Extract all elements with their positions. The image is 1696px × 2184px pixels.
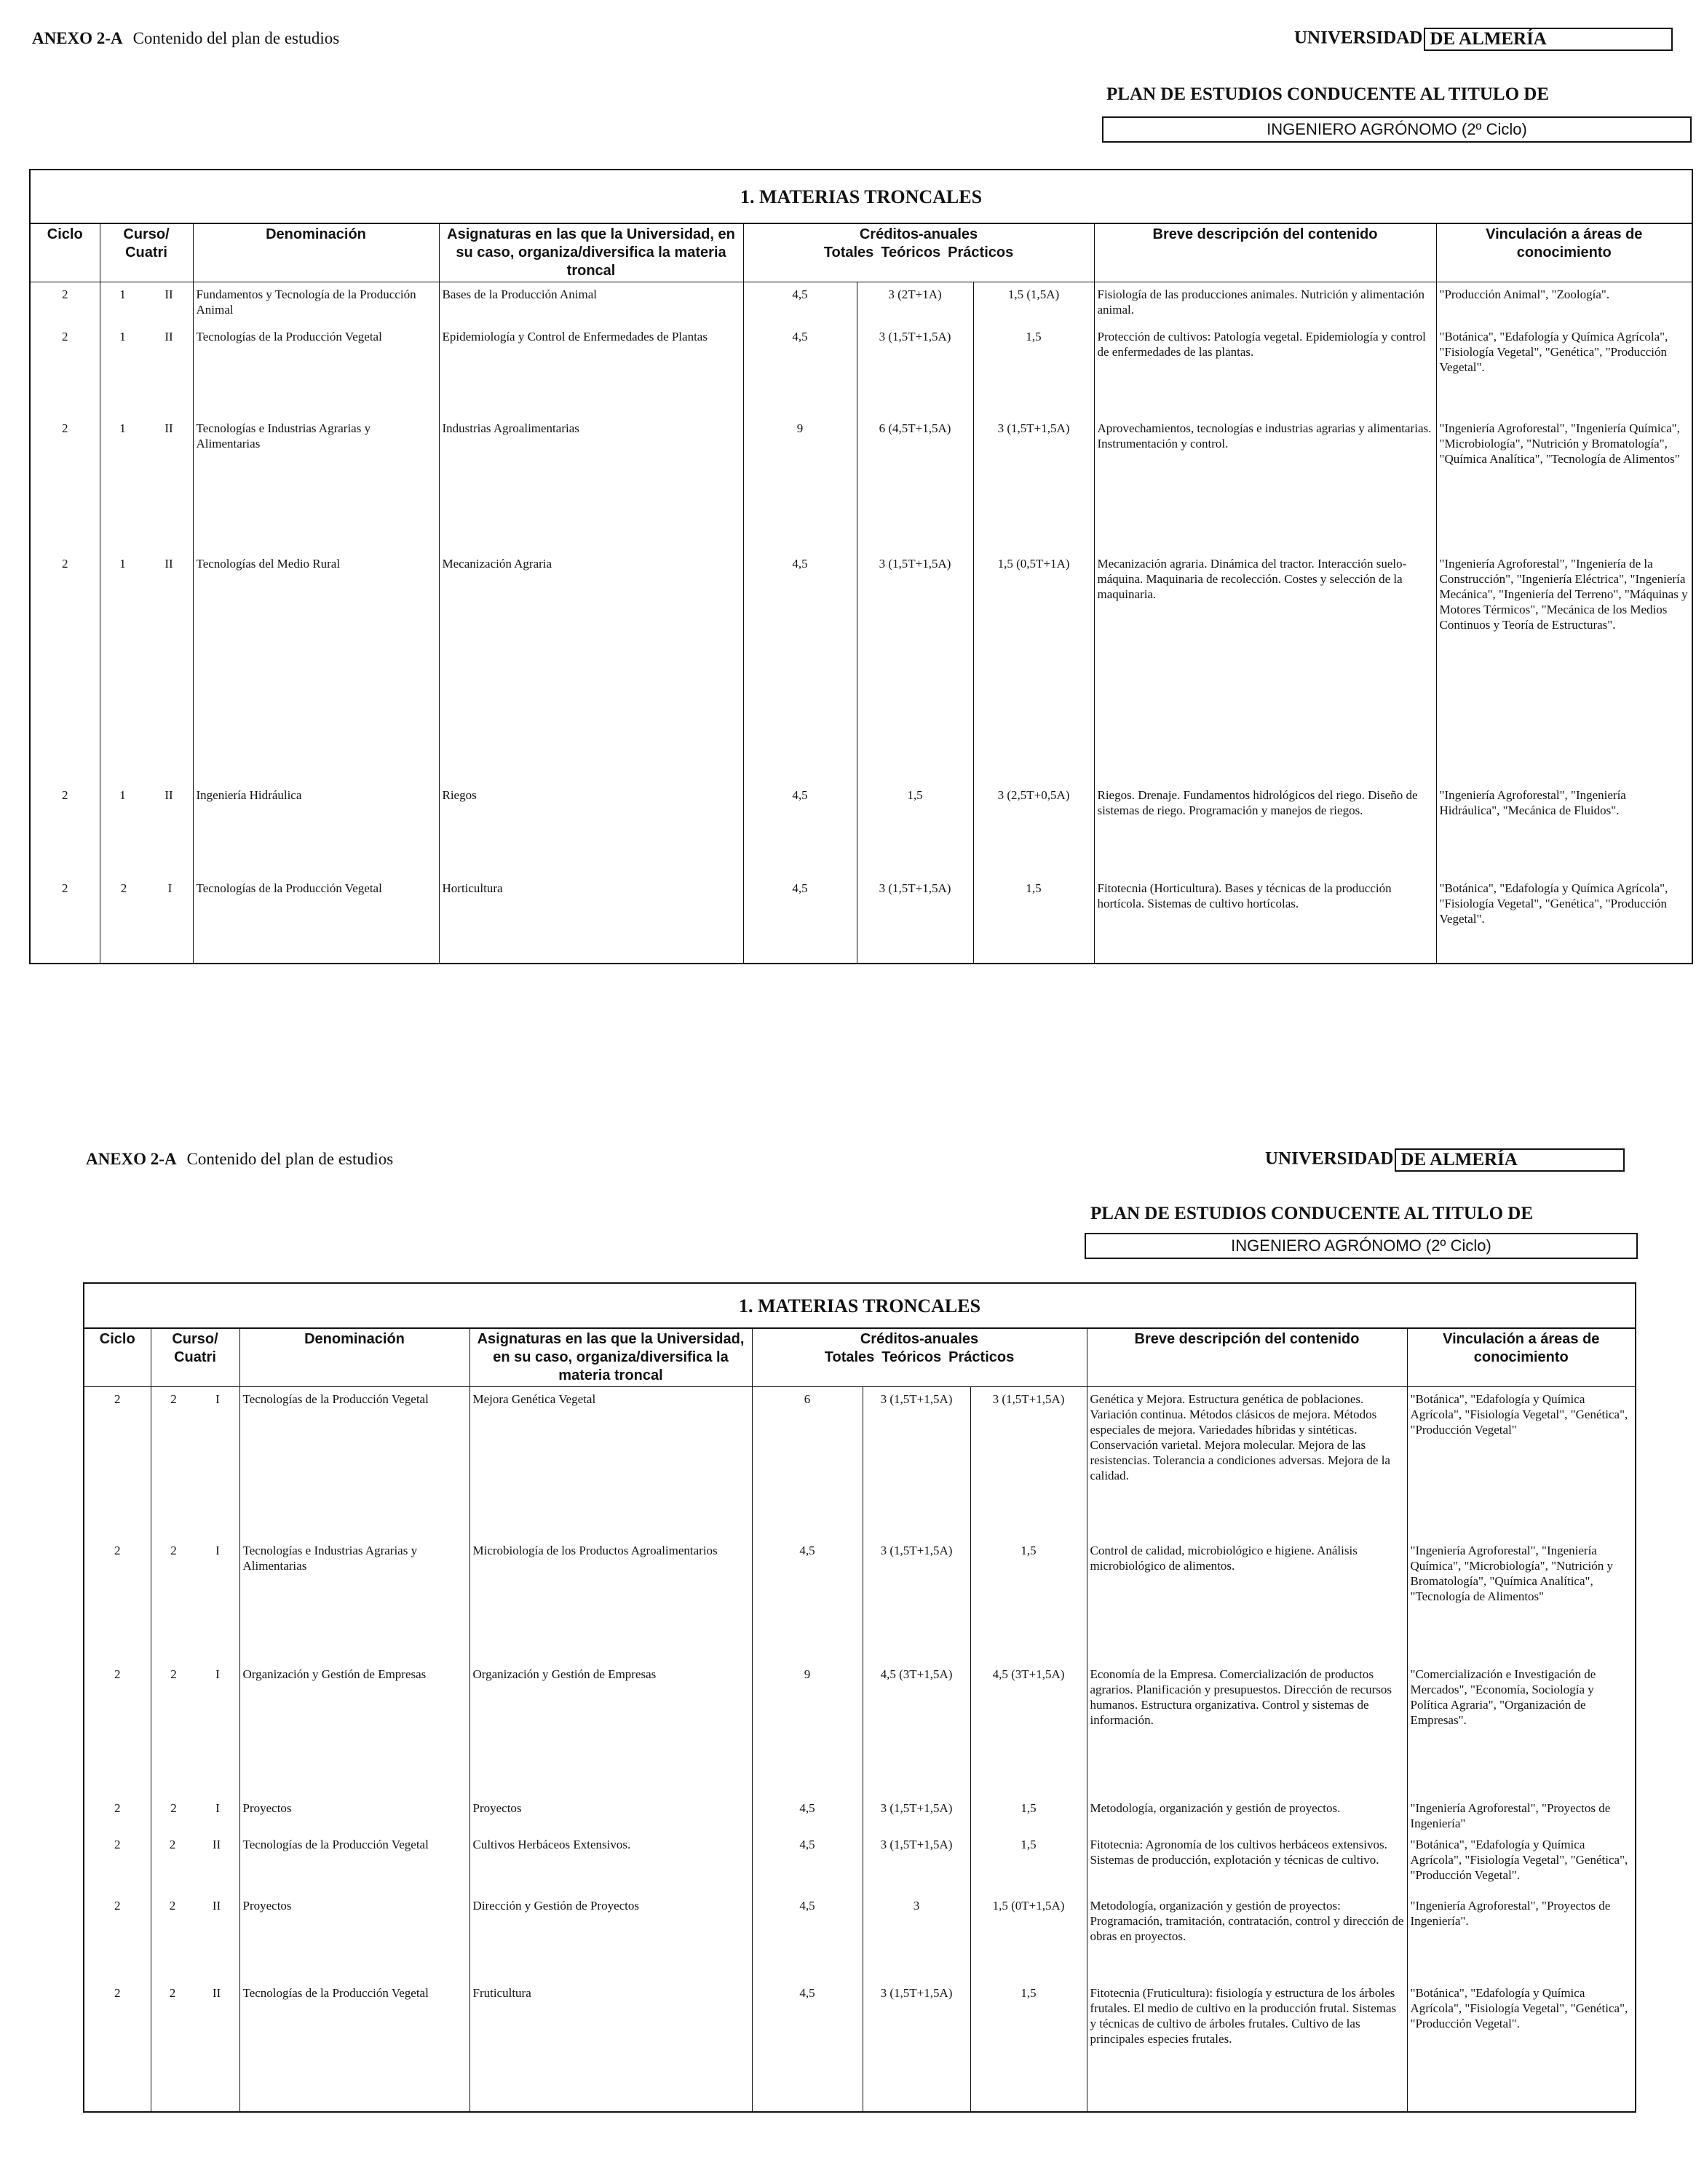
cell-cuatrimestre: I — [215, 1667, 220, 1681]
cell-curso-year: 2 — [170, 1543, 177, 1557]
cell-curso — [151, 1538, 239, 1662]
annex-header — [32, 29, 339, 48]
cell-curso — [100, 783, 193, 876]
cell-ciclo: 2 — [30, 783, 100, 876]
cell-curso-year: 2 — [169, 1898, 176, 1913]
cell-curso — [151, 1796, 239, 1832]
cell-curso-year: 2 — [170, 1800, 177, 1815]
cell-vinculacion: "Botánica", "Edafología y Química Agrícola", "Fisiología Vegetal", "Genética", "Producción Vegetal". — [1436, 876, 1692, 964]
cell-totales: 4,5 — [752, 1894, 863, 1981]
cell-teoricos: 3 — [863, 1894, 970, 1981]
cell-practicos: 1,5 — [970, 1538, 1087, 1662]
cell-denominacion: Ingeniería Hidráulica — [193, 783, 439, 876]
table-row — [84, 1387, 1636, 1538]
cell-descripcion: Genética y Mejora. Estructura genética de poblaciones. Variación continua. Métodos clásicos de mejora. Métodos especiales de mejora. Variedades híbridas y sintéticas. Conservación varietal. Mejora molecular. Mejora de las resistencias. Tolerancia a condiciones adversas. Mejora de la calidad. — [1087, 1387, 1407, 1538]
cell-totales: 4,5 — [752, 1832, 863, 1894]
cell-curso — [100, 325, 193, 416]
cell-descripcion: Aprovechamientos, tecnologías e industrias agrarias y alimentarias. Instrumentación y control. — [1094, 416, 1436, 552]
cell-descripcion: Control de calidad, microbiológico e higiene. Análisis microbiológico de alimentos. — [1087, 1538, 1407, 1662]
cell-cuatrimestre: II — [165, 556, 173, 571]
cell-practicos: 1,5 (0T+1,5A) — [970, 1894, 1087, 1981]
cell-asignatura: Bases de la Producción Animal — [439, 282, 743, 325]
cell-teoricos: 3 (1,5T+1,5A) — [863, 1387, 970, 1538]
col-totales: Totales — [824, 1349, 875, 1365]
cell-totales: 4,5 — [743, 876, 857, 964]
cell-ciclo: 2 — [84, 1894, 151, 1981]
cell-ciclo: 2 — [30, 325, 100, 416]
cell-practicos: 1,5 (0,5T+1A) — [973, 552, 1094, 783]
university-header — [1265, 1148, 1625, 1172]
cell-teoricos: 6 (4,5T+1,5A) — [857, 416, 973, 552]
cell-curso — [100, 552, 193, 783]
cell-totales: 4,5 — [743, 552, 857, 783]
col-practicos: Prácticos — [948, 1349, 1015, 1365]
cell-teoricos: 3 (1,5T+1,5A) — [857, 325, 973, 416]
cell-curso — [151, 1894, 239, 1981]
cell-descripcion: Economía de la Empresa. Comercialización de productos agrarios. Planificación y presupuestos. Dirección de recursos humanos. Estructura organizativa. Control y sistemas de información. — [1087, 1662, 1407, 1796]
cell-ciclo: 2 — [30, 552, 100, 783]
cell-vinculacion: "Ingeniería Agroforestal", "Proyectos de Ingeniería" — [1407, 1796, 1636, 1832]
cell-curso — [151, 1387, 239, 1538]
cell-ciclo: 2 — [84, 1662, 151, 1796]
cell-totales: 4,5 — [752, 1538, 863, 1662]
cell-ciclo: 2 — [84, 1981, 151, 2112]
cell-ciclo: 2 — [30, 416, 100, 552]
cell-cuatrimestre: II — [212, 1837, 221, 1851]
cell-cuatrimestre: I — [215, 1543, 220, 1557]
cell-teoricos: 3 (2T+1A) — [857, 282, 973, 325]
cell-descripcion: Protección de cultivos: Patología vegetal. Epidemiología y control de enfermedades de las plantas. — [1094, 325, 1436, 416]
cell-teoricos: 3 (1,5T+1,5A) — [863, 1981, 970, 2112]
cell-curso-year: 1 — [119, 556, 126, 571]
cell-asignatura: Industrias Agroalimentarias — [439, 416, 743, 552]
cell-totales: 4,5 — [743, 783, 857, 876]
cell-vinculacion: "Ingeniería Agroforestal", "Ingeniería Química", "Microbiología", "Nutrición y Bromatología", "Química Analítica", "Tecnología de Alimentos" — [1407, 1538, 1636, 1662]
table-row — [84, 1894, 1636, 1981]
cell-asignatura: Fruticultura — [469, 1981, 752, 2112]
cell-denominacion: Tecnologías de la Producción Vegetal — [239, 1387, 469, 1538]
table-row — [30, 783, 1692, 876]
plan-title: PLAN DE ESTUDIOS CONDUCENTE AL TITULO DE — [1090, 1204, 1534, 1223]
cell-practicos: 3 (1,5T+1,5A) — [970, 1387, 1087, 1538]
table-row — [84, 1832, 1636, 1894]
cell-cuatrimestre: II — [212, 1985, 221, 2000]
col-asignaturas: Asignaturas en las que la Universidad, en su caso, organiza/diversifica la materia troncal — [439, 223, 743, 282]
cell-ciclo: 2 — [84, 1538, 151, 1662]
col-ciclo: Ciclo — [84, 1328, 151, 1387]
cell-denominacion: Proyectos — [239, 1894, 469, 1981]
cell-vinculacion: "Botánica", "Edafología y Química Agrícola", "Fisiología Vegetal", "Genética", "Producción Vegetal". — [1407, 1832, 1636, 1894]
cell-ciclo: 2 — [84, 1796, 151, 1832]
cell-denominacion: Proyectos — [239, 1796, 469, 1832]
cell-vinculacion: "Botánica", "Edafología y Química Agrícola", "Fisiología Vegetal", "Genética", "Producción Vegetal". — [1407, 1981, 1636, 2112]
cell-curso-year: 1 — [119, 329, 126, 344]
cell-ciclo: 2 — [84, 1832, 151, 1894]
cell-ciclo: 2 — [84, 1387, 151, 1538]
cell-curso — [151, 1832, 239, 1894]
table-row — [84, 1796, 1636, 1832]
university-label: UNIVERSIDAD — [1294, 28, 1423, 48]
cell-totales: 9 — [752, 1662, 863, 1796]
cell-vinculacion: "Botánica", "Edafología y Química Agrícola", "Fisiología Vegetal", "Genética", "Producción Vegetal" — [1407, 1387, 1636, 1538]
troncales-table-page-2 — [83, 1282, 1636, 2113]
cell-cuatrimestre: II — [165, 421, 173, 435]
col-curso: Curso/ Cuatri — [100, 223, 193, 282]
cell-asignatura: Riegos — [439, 783, 743, 876]
col-vinculacion: Vinculación a áreas de conocimiento — [1407, 1328, 1636, 1387]
cell-denominacion: Tecnologías de la Producción Vegetal — [239, 1981, 469, 2112]
cell-practicos: 4,5 (3T+1,5A) — [970, 1662, 1087, 1796]
cell-teoricos: 4,5 (3T+1,5A) — [863, 1662, 970, 1796]
cell-cuatrimestre: I — [215, 1800, 220, 1815]
cell-practicos: 1,5 — [970, 1981, 1087, 2112]
cell-asignatura: Mecanización Agraria — [439, 552, 743, 783]
cell-denominacion: Tecnologías de la Producción Vegetal — [193, 876, 439, 964]
col-descripcion: Breve descripción del contenido — [1087, 1328, 1407, 1387]
plan-title: PLAN DE ESTUDIOS CONDUCENTE AL TITULO DE — [1106, 84, 1550, 104]
degree-title-box: INGENIERO AGRÓNOMO (2º Ciclo) — [1102, 116, 1692, 143]
col-denominacion: Denominación — [239, 1328, 469, 1387]
cell-teoricos: 1,5 — [857, 783, 973, 876]
cell-asignatura: Dirección y Gestión de Proyectos — [469, 1894, 752, 1981]
cell-asignatura: Cultivos Herbáceos Extensivos. — [469, 1832, 752, 1894]
cell-cuatrimestre: II — [165, 287, 173, 301]
cell-curso-year: 1 — [119, 787, 126, 802]
university-header — [1294, 28, 1673, 51]
col-asignaturas: Asignaturas en las que la Universidad, en su caso, organiza/diversifica la materia troncal — [469, 1328, 752, 1387]
cell-practicos: 3 (2,5T+0,5A) — [973, 783, 1094, 876]
cell-practicos: 1,5 (1,5A) — [973, 282, 1094, 325]
table-row — [30, 282, 1692, 325]
cell-practicos: 3 (1,5T+1,5A) — [973, 416, 1094, 552]
cell-asignatura: Horticultura — [439, 876, 743, 964]
cell-descripcion: Metodología, organización y gestión de proyectos: Programación, tramitación, contratación, control y dirección de obras en proyectos. — [1087, 1894, 1407, 1981]
col-totales: Totales — [823, 245, 874, 261]
cell-vinculacion: "Ingeniería Agroforestal", "Ingeniería Química", "Microbiología", "Nutrición y Bromatología", "Química Analítica", "Tecnología de Alimentos" — [1436, 416, 1692, 552]
cell-descripcion: Fisiología de las producciones animales. Nutrición y alimentación animal. — [1094, 282, 1436, 325]
cell-denominacion: Fundamentos y Tecnología de la Producción Animal — [193, 282, 439, 325]
cell-practicos: 1,5 — [973, 876, 1094, 964]
cell-vinculacion: "Ingeniería Agroforestal", "Proyectos de Ingeniería". — [1407, 1894, 1636, 1981]
cell-descripcion: Mecanización agraria. Dinámica del tractor. Interacción suelo-máquina. Maquinaria de recolección. Costes y selección de la maquinaria. — [1094, 552, 1436, 783]
cell-asignatura: Epidemiología y Control de Enfermedades de Plantas — [439, 325, 743, 416]
degree-title-box: INGENIERO AGRÓNOMO (2º Ciclo) — [1085, 1233, 1638, 1259]
col-teoricos: Teóricos — [881, 245, 941, 261]
col-ciclo: Ciclo — [30, 223, 100, 282]
cell-ciclo: 2 — [30, 876, 100, 964]
troncales-table-page-1 — [29, 169, 1693, 964]
cell-ciclo: 2 — [30, 282, 100, 325]
cell-curso — [151, 1981, 239, 2112]
table-row — [30, 416, 1692, 552]
cell-teoricos: 3 (1,5T+1,5A) — [863, 1538, 970, 1662]
university-name: DE ALMERÍA — [1424, 28, 1673, 51]
table-row — [84, 1538, 1636, 1662]
cell-descripcion: Fitotecnia (Fruticultura): fisiología y estructura de los árboles frutales. El medio de cultivo en la producción frutal. Sistemas y técnicas de cultivo de árboles frutales. Cultivo de las principales especies frutales. — [1087, 1981, 1407, 2112]
cell-practicos: 1,5 — [973, 325, 1094, 416]
table-row — [84, 1662, 1636, 1796]
cell-practicos: 1,5 — [970, 1796, 1087, 1832]
cell-denominacion: Tecnologías e Industrias Agrarias y Alimentarias — [193, 416, 439, 552]
cell-asignatura: Microbiología de los Productos Agroalimentarios — [469, 1538, 752, 1662]
cell-denominacion: Tecnologías del Medio Rural — [193, 552, 439, 783]
cell-cuatrimestre: II — [165, 329, 173, 344]
cell-denominacion: Tecnologías de la Producción Vegetal — [193, 325, 439, 416]
col-teoricos: Teóricos — [881, 1349, 942, 1365]
cell-totales: 4,5 — [752, 1981, 863, 2112]
cell-curso-year: 2 — [170, 1667, 177, 1681]
table-row — [84, 1981, 1636, 2112]
cell-denominacion: Organización y Gestión de Empresas — [239, 1662, 469, 1796]
cell-curso-year: 1 — [119, 421, 126, 435]
creditos-title: Créditos-anuales — [859, 226, 978, 242]
cell-asignatura: Organización y Gestión de Empresas — [469, 1662, 752, 1796]
cell-totales: 4,5 — [743, 282, 857, 325]
cell-descripcion: Riegos. Drenaje. Fundamentos hidrológicos del riego. Diseño de sistemas de riego. Programación y manejos de riegos. — [1094, 783, 1436, 876]
creditos-title: Créditos-anuales — [860, 1331, 979, 1347]
cell-totales: 4,5 — [743, 325, 857, 416]
cell-cuatrimestre: II — [212, 1898, 221, 1913]
table-row — [30, 876, 1692, 964]
cell-curso — [100, 416, 193, 552]
cell-cuatrimestre: I — [215, 1392, 220, 1406]
cell-denominacion: Tecnologías de la Producción Vegetal — [239, 1832, 469, 1894]
cell-totales: 9 — [743, 416, 857, 552]
cell-cuatrimestre: II — [165, 787, 173, 802]
annex-header — [86, 1150, 393, 1169]
cell-teoricos: 3 (1,5T+1,5A) — [857, 552, 973, 783]
cell-curso — [151, 1662, 239, 1796]
document-page-2 — [0, 1092, 1696, 2183]
cell-cuatrimestre: I — [167, 881, 173, 895]
cell-asignatura: Mejora Genética Vegetal — [469, 1387, 752, 1538]
cell-teoricos: 3 (1,5T+1,5A) — [863, 1796, 970, 1832]
annex-description: Contenido del plan de estudios — [186, 1150, 394, 1168]
cell-curso — [100, 282, 193, 325]
col-creditos — [743, 223, 1094, 282]
table-caption: 1. MATERIAS TRONCALES — [84, 1283, 1636, 1328]
col-curso: Curso/ Cuatri — [151, 1328, 239, 1387]
cell-vinculacion: "Botánica", "Edafología y Química Agrícola", "Fisiología Vegetal", "Genética", "Producción Vegetal". — [1436, 325, 1692, 416]
cell-descripcion: Fitotecnia: Agronomía de los cultivos herbáceos extensivos. Sistemas de producción, explotación y técnicas de cultivo. — [1087, 1832, 1407, 1894]
table-row — [30, 325, 1692, 416]
university-name: DE ALMERÍA — [1395, 1148, 1625, 1172]
cell-descripcion: Fitotecnia (Horticultura). Bases y técnicas de la producción hortícola. Sistemas de cultivo hortícolas. — [1094, 876, 1436, 964]
cell-vinculacion: "Comercialización e Investigación de Mercados", "Economía, Sociología y Política Agraria", "Organización de Empresas". — [1407, 1662, 1636, 1796]
cell-totales: 6 — [752, 1387, 863, 1538]
cell-totales: 4,5 — [752, 1796, 863, 1832]
col-denominacion: Denominación — [193, 223, 439, 282]
annex-description: Contenido del plan de estudios — [132, 29, 340, 47]
cell-curso-year: 2 — [169, 1985, 176, 2000]
cell-denominacion: Tecnologías e Industrias Agrarias y Alimentarias — [239, 1538, 469, 1662]
cell-teoricos: 3 (1,5T+1,5A) — [863, 1832, 970, 1894]
cell-teoricos: 3 (1,5T+1,5A) — [857, 876, 973, 964]
table-caption: 1. MATERIAS TRONCALES — [30, 170, 1692, 223]
col-practicos: Prácticos — [948, 245, 1014, 261]
cell-curso — [100, 876, 193, 964]
col-creditos — [752, 1328, 1087, 1387]
table-row — [30, 552, 1692, 783]
cell-vinculacion: "Ingeniería Agroforestal", "Ingeniería de la Construcción", "Ingeniería Eléctrica", "Ingeniería Mecánica", "Ingeniería del Terreno", "Máquinas y Motores Térmicos", "Mecánica de los Medios Continuos y Teoría de Estructuras". — [1436, 552, 1692, 783]
cell-vinculacion: "Ingeniería Agroforestal", "Ingeniería Hidráulica", "Mecánica de Fluidos". — [1436, 783, 1692, 876]
annex-label: ANEXO 2-A — [32, 29, 123, 47]
col-descripcion: Breve descripción del contenido — [1094, 223, 1436, 282]
cell-practicos: 1,5 — [970, 1832, 1087, 1894]
university-label: UNIVERSIDAD — [1265, 1148, 1394, 1169]
cell-vinculacion: "Producción Animal", "Zoología". — [1436, 282, 1692, 325]
col-vinculacion: Vinculación a áreas de conocimiento — [1436, 223, 1692, 282]
cell-curso-year: 2 — [169, 1837, 176, 1851]
cell-curso-year: 2 — [120, 881, 127, 895]
cell-descripcion: Metodología, organización y gestión de proyectos. — [1087, 1796, 1407, 1832]
cell-curso-year: 2 — [170, 1392, 177, 1406]
annex-label: ANEXO 2-A — [86, 1150, 177, 1168]
cell-curso-year: 1 — [119, 287, 126, 301]
cell-asignatura: Proyectos — [469, 1796, 752, 1832]
